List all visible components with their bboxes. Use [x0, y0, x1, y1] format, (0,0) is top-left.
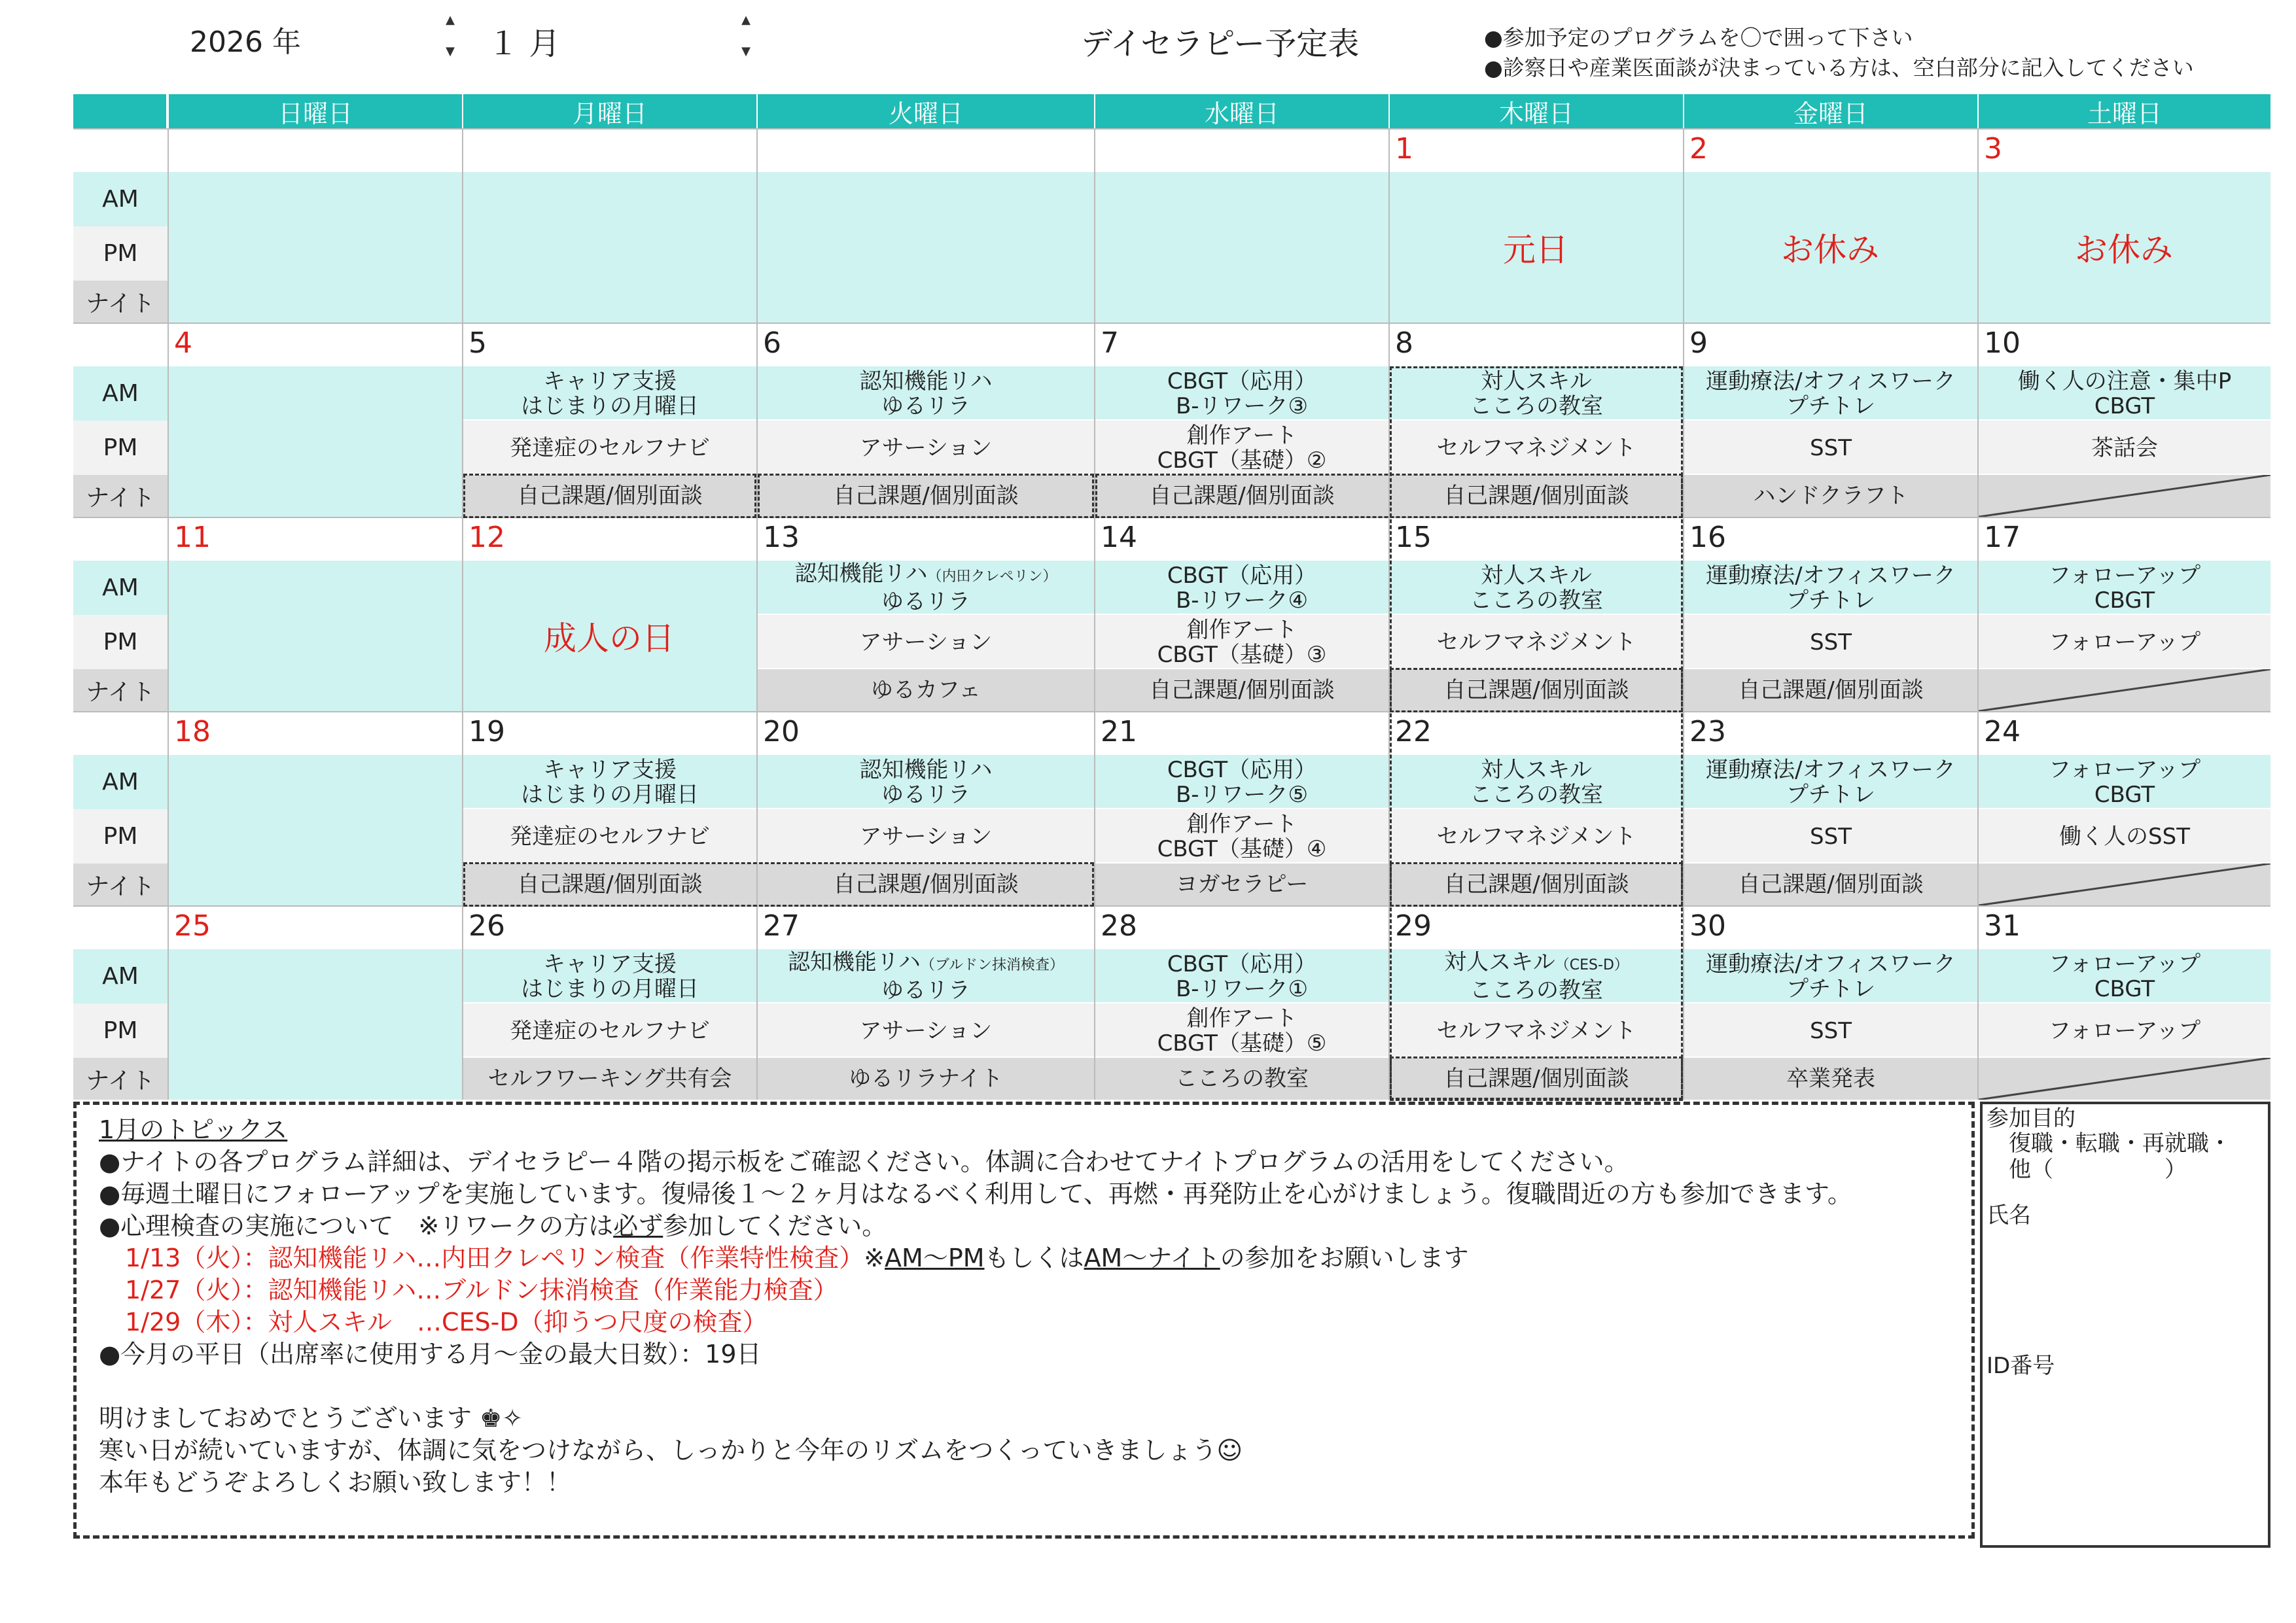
program-night[interactable] [1390, 669, 1683, 711]
slot-label-am: AM [73, 755, 168, 809]
day-cell-11 [169, 561, 462, 711]
program-note: （ブルドン抹消検査） [920, 957, 1065, 973]
sparkle-icon: ✧ [502, 1404, 523, 1433]
program-note: （CES-D） [1555, 957, 1629, 973]
purpose-options[interactable]: 復職・転職・再就職・ [2009, 1130, 2231, 1157]
day-number: 16 [1689, 521, 1726, 554]
program-am[interactable] [1684, 755, 1977, 809]
program-label: B-リワーク① [1175, 975, 1309, 1002]
program-pm[interactable] [1979, 615, 2270, 669]
program-pm[interactable] [1390, 421, 1683, 475]
weekday-header: 火曜日 [758, 94, 1094, 128]
program-label: 自己課題/個別面談 [1149, 483, 1335, 509]
program-pm[interactable] [1979, 421, 2270, 475]
program-label: アサーション [859, 434, 993, 461]
slot-label-pm: PM [73, 226, 168, 281]
program-night[interactable] [758, 475, 1094, 517]
day-number: 10 [1984, 326, 2021, 360]
topics-box [73, 1102, 1975, 1539]
program-night[interactable] [1095, 669, 1388, 711]
topic-text: 寒い日が続いていますが、体調に気をつけながら、しっかりと今年のリズムをつくっていきましょう [99, 1436, 1217, 1465]
column-divider [1977, 128, 1979, 1100]
program-label: こころの教室 [1470, 393, 1603, 419]
program-label: こころの教室 [1470, 781, 1603, 808]
program-am[interactable] [1095, 755, 1388, 809]
day-number: 12 [468, 521, 505, 554]
diagonal-line [1979, 864, 2270, 905]
program-label: 自己課題/個別面談 [517, 871, 703, 898]
program-am[interactable] [1684, 949, 1977, 1003]
column-divider [1094, 128, 1095, 1100]
program-pm[interactable] [463, 1003, 756, 1058]
topic-line: ●ナイトの各プログラム詳細は、デイセラピー４階の掲示板をご確認ください。体調に合わせてナイトプログラムの活用をしてください。 [99, 1147, 1629, 1176]
program-label: ゆるリラ [881, 393, 970, 419]
program-am[interactable] [758, 949, 1094, 1003]
day-number: 15 [1395, 521, 1432, 554]
day-number: 26 [468, 909, 505, 943]
year-up-icon[interactable]: ▲ [446, 12, 455, 27]
topic-text: 1/13（火）：認知機能リハ…内田クレペリン検査（作業特性検査） [125, 1244, 864, 1272]
slot-label-night: ナイト [73, 281, 168, 323]
program-night[interactable] [758, 864, 1094, 905]
program-label: プチトレ [1786, 781, 1875, 808]
program-night[interactable] [1684, 669, 1977, 711]
program-pm[interactable] [1095, 615, 1388, 669]
holiday-label: お休み [1781, 231, 1879, 269]
program-pm[interactable] [463, 421, 756, 475]
empty-day-cell [758, 172, 1094, 323]
day-number: 27 [763, 909, 800, 943]
day-number: 7 [1101, 326, 1119, 360]
day-number: 9 [1689, 326, 1708, 360]
program-label: プチトレ [1786, 587, 1875, 614]
program-label: セルフマネジメント [1436, 434, 1636, 461]
program-label: フォローアップ [2048, 1017, 2201, 1044]
diagonal-line [1979, 475, 2270, 517]
slot-label-am: AM [73, 949, 168, 1003]
program-label: 自己課題/個別面談 [833, 483, 1019, 509]
program-am[interactable] [463, 366, 756, 421]
topic-text: AM～PM [885, 1244, 985, 1272]
participant-form [1980, 1102, 2270, 1548]
topic-text: の参加をお願いします [1220, 1244, 1469, 1272]
program-pm[interactable] [758, 421, 1094, 475]
program-label: 対人スキル [1481, 756, 1592, 783]
program-label: ゆるリラ [881, 781, 970, 808]
program-label: 自己課題/個別面談 [1149, 677, 1335, 703]
header-note-1: ●参加予定のプログラムを〇で囲って下さい [1484, 25, 1913, 50]
weekday-header: 月曜日 [463, 94, 756, 128]
program-pm[interactable] [1390, 615, 1683, 669]
column-divider [462, 128, 463, 1100]
empty-day-cell [1095, 172, 1388, 323]
empty-day-cell [463, 172, 756, 323]
program-label: CBGT（応用） [1167, 562, 1317, 589]
column-divider [756, 128, 758, 1100]
day-cell-4 [169, 366, 462, 517]
day-number: 29 [1395, 909, 1432, 943]
program-label: プチトレ [1786, 393, 1875, 419]
week-divider [73, 711, 2270, 712]
program-label: フォローアップ [2048, 562, 2201, 589]
program-label: 対人スキル（CES-D） [1444, 949, 1629, 975]
program-label: 自己課題/個別面談 [1738, 677, 1924, 703]
calendar-grid [73, 94, 2270, 1099]
column-divider [1683, 128, 1684, 1100]
program-pm[interactable] [1095, 1003, 1388, 1058]
name-label: 氏名 [1987, 1202, 2031, 1229]
program-night[interactable] [758, 669, 1094, 711]
program-label: 運動療法/オフィスワーク [1706, 951, 1956, 977]
program-night[interactable] [1684, 1058, 1977, 1100]
slot-label-night: ナイト [73, 475, 168, 517]
topic-line: 1/29（木）：対人スキル …CES-D（抑うつ尺度の検査） [125, 1308, 768, 1336]
program-label: こころの教室 [1470, 977, 1603, 1003]
id-label: ID番号 [1987, 1353, 2055, 1379]
program-label: フォローアップ [2048, 756, 2201, 783]
program-label: CBGT（基礎）④ [1157, 835, 1327, 862]
topic-text: 必ず [613, 1212, 663, 1240]
program-am[interactable] [758, 366, 1094, 421]
program-label: 対人スキル [1481, 562, 1592, 589]
weekday-header: 土曜日 [1979, 94, 2270, 128]
day-number: 17 [1984, 521, 2021, 554]
day-number: 25 [174, 909, 211, 943]
program-label: ゆるリラ [881, 977, 970, 1003]
day-number: 11 [174, 521, 211, 554]
column-divider [1388, 128, 1390, 1100]
program-pm[interactable] [1684, 1003, 1977, 1058]
program-label: 卒業発表 [1786, 1066, 1875, 1092]
slot-label-pm: PM [73, 421, 168, 475]
slot-label-pm: PM [73, 1003, 168, 1058]
program-label: キャリア支援 [543, 368, 677, 394]
program-pm[interactable] [1095, 809, 1388, 864]
program-night[interactable] [463, 1058, 756, 1100]
slot-label-night: ナイト [73, 1058, 168, 1100]
program-label: CBGT（応用） [1167, 368, 1317, 394]
day-number: 4 [174, 326, 192, 360]
program-label: SST [1810, 434, 1852, 461]
program-pm[interactable] [1684, 421, 1977, 475]
program-label: ゆるカフェ [870, 677, 981, 703]
slot-label-night: ナイト [73, 864, 168, 905]
holiday-label: お休み [2075, 231, 2173, 269]
program-am[interactable] [1095, 366, 1388, 421]
day-number: 19 [468, 715, 505, 748]
purpose-label: 参加目的 [1987, 1106, 2075, 1132]
program-am[interactable] [1390, 755, 1683, 809]
page-title: デイセラピー予定表 [1081, 26, 1360, 62]
program-label: 創作アート [1186, 616, 1298, 643]
program-am[interactable] [463, 949, 756, 1003]
program-label: 発達症のセルフナビ [510, 434, 710, 461]
program-night[interactable] [1684, 864, 1977, 905]
week-divider [73, 517, 2270, 518]
program-label: こころの教室 [1470, 587, 1603, 614]
program-pm[interactable] [1979, 809, 2270, 864]
program-night[interactable] [463, 864, 756, 905]
slot-label-am: AM [73, 172, 168, 226]
column-divider [168, 128, 169, 1100]
program-label: CBGT [2094, 975, 2155, 1002]
program-label: 自己課題/個別面談 [517, 483, 703, 509]
program-label: SST [1810, 823, 1852, 850]
program-label: ゆるリラ [881, 589, 970, 615]
diagonal-line [1979, 669, 2270, 711]
program-label: 創作アート [1186, 422, 1298, 449]
topic-line [99, 1435, 1852, 1467]
day-number: 5 [468, 326, 487, 360]
program-label: 発達症のセルフナビ [510, 823, 710, 850]
program-label: 創作アート [1186, 1005, 1298, 1032]
diagonal-line [1979, 1058, 2270, 1100]
program-label: CBGT [2094, 587, 2155, 614]
program-label: CBGT（基礎）⑤ [1157, 1030, 1327, 1056]
program-pm[interactable] [1390, 809, 1683, 864]
program-am[interactable] [1095, 949, 1388, 1003]
day-cell-25 [169, 949, 462, 1100]
day-number: 18 [174, 715, 211, 748]
program-label: はじまりの月曜日 [521, 975, 699, 1002]
program-am[interactable] [1390, 366, 1683, 421]
topic-line: 本年もどうぞよろしくお願い致します！！ [99, 1468, 572, 1497]
weekday-header: 金曜日 [1684, 94, 1977, 128]
day-cell-18 [169, 755, 462, 905]
topic-line: ●今月の平日（出席率に使用する月～金の最大日数）：19日 [99, 1340, 762, 1369]
program-label: 認知機能リハ（内田クレペリン） [794, 561, 1057, 587]
program-label: 運動療法/オフィスワーク [1706, 562, 1956, 589]
crown-icon: ♚ [480, 1404, 503, 1433]
topic-text: ●心理検査の実施について ※リワークの方は [99, 1212, 614, 1240]
program-label: 働く人のSST [2059, 823, 2190, 850]
program-label: フォローアップ [2048, 951, 2201, 977]
day-number: 6 [763, 326, 781, 360]
program-night[interactable] [1684, 475, 1977, 517]
program-pm[interactable] [758, 615, 1094, 669]
program-label: B-リワーク④ [1175, 587, 1309, 614]
program-am[interactable] [1979, 949, 2270, 1003]
program-am[interactable] [758, 755, 1094, 809]
program-am[interactable] [1979, 561, 2270, 615]
year-down-icon[interactable]: ▼ [446, 44, 455, 58]
program-label: CBGT（基礎）② [1157, 447, 1327, 474]
program-pm[interactable] [758, 809, 1094, 864]
program-label: 自己課題/個別面談 [1443, 871, 1629, 898]
program-am[interactable] [1095, 561, 1388, 615]
topic-text: ※ [864, 1244, 885, 1272]
diagonal-slash [1979, 475, 2270, 517]
program-label: 認知機能リハ（ブルドン抹消検査） [787, 949, 1065, 975]
program-label: 運動療法/オフィスワーク [1706, 368, 1956, 394]
program-am[interactable] [1979, 366, 2270, 421]
program-label: B-リワーク⑤ [1175, 781, 1309, 808]
program-note: （内田クレペリン） [927, 568, 1057, 585]
topic-line: 1/27（火）：認知機能リハ…ブルドン抹消検査（作業能力検査） [125, 1276, 838, 1304]
year-field[interactable]: 2026 年 [190, 26, 301, 59]
program-label: セルフマネジメント [1436, 823, 1636, 850]
program-label: B-リワーク③ [1175, 393, 1309, 419]
empty-day-cell [169, 172, 462, 323]
slot-label-am: AM [73, 366, 168, 421]
program-am[interactable] [1979, 755, 2270, 809]
program-label: 自己課題/個別面談 [1443, 677, 1629, 703]
program-label: プチトレ [1786, 975, 1875, 1002]
program-label: 運動療法/オフィスワーク [1706, 756, 1956, 783]
diagonal-slash [1979, 1058, 2270, 1100]
program-label: ハンドクラフト [1753, 483, 1909, 509]
weekday-header: 水曜日 [1095, 94, 1388, 128]
topic-line [99, 1210, 1852, 1242]
day-number: 13 [763, 521, 800, 554]
program-label: 創作アート [1186, 811, 1298, 837]
topic-line: ●毎週土曜日にフォローアップを実施しています。復帰後１～２ヶ月はなるべく利用して、再燃・再発防止を心がけましょう。復職間近の方も参加できます。 [99, 1179, 1852, 1208]
topic-text: 明けましておめでとうございます [99, 1404, 472, 1433]
day-number: 8 [1395, 326, 1413, 360]
program-pm[interactable] [1095, 421, 1388, 475]
program-night[interactable] [758, 1058, 1094, 1100]
topic-text: もしくは [984, 1244, 1084, 1272]
program-pm[interactable] [1979, 1003, 2270, 1058]
day-number: 21 [1101, 715, 1137, 748]
day-number: 2 [1689, 132, 1708, 166]
diagonal-slash [1979, 669, 2270, 711]
program-label: 働く人の注意・集中P [2017, 368, 2232, 394]
program-label: 認知機能リハ [859, 756, 993, 783]
program-label: CBGT [2094, 393, 2155, 419]
program-label: 発達症のセルフナビ [510, 1017, 710, 1044]
program-label: 茶話会 [2091, 434, 2158, 461]
year-spinner[interactable] [440, 5, 461, 67]
topic-text: AM～ナイト [1084, 1244, 1220, 1272]
month-field[interactable]: １ 月 [487, 26, 561, 62]
slot-label-pm: PM [73, 615, 168, 669]
program-label: 対人スキル [1481, 368, 1592, 394]
topic-text: 参加してください。 [663, 1212, 887, 1240]
month-spinner[interactable] [735, 5, 756, 67]
program-label: はじまりの月曜日 [521, 393, 699, 419]
program-pm[interactable] [1684, 615, 1977, 669]
weekday-header: 日曜日 [169, 94, 462, 128]
program-label: 自己課題/個別面談 [833, 871, 1019, 898]
program-am[interactable] [463, 755, 756, 809]
program-night[interactable] [1095, 864, 1388, 905]
weekday-header: 木曜日 [1390, 94, 1683, 128]
weekday-header-corner [73, 94, 166, 128]
program-label: アサーション [859, 823, 993, 850]
slot-label-pm: PM [73, 809, 168, 864]
day-number: 24 [1984, 715, 2021, 748]
program-label: アサーション [859, 1017, 993, 1044]
program-label: セルフワーキング共有会 [487, 1066, 732, 1092]
program-pm[interactable] [1390, 1003, 1683, 1058]
day-number: 28 [1101, 909, 1137, 943]
program-night[interactable] [1390, 475, 1683, 517]
program-label: セルフマネジメント [1436, 629, 1636, 655]
program-label: 自己課題/個別面談 [1443, 1066, 1629, 1092]
program-am[interactable] [1684, 561, 1977, 615]
slot-label-night: ナイト [73, 669, 168, 711]
program-label: ヨガセラピー [1175, 871, 1309, 898]
program-label: こころの教室 [1175, 1066, 1309, 1092]
slot-label-am: AM [73, 561, 168, 615]
day-number: 14 [1101, 521, 1137, 554]
program-night[interactable] [1095, 1058, 1388, 1100]
week-divider [73, 323, 2270, 324]
program-label: CBGT [2094, 781, 2155, 808]
week-divider [73, 905, 2270, 907]
program-label: ゆるリラナイト [849, 1066, 1003, 1092]
program-night[interactable] [1095, 475, 1388, 517]
program-am[interactable] [1390, 949, 1683, 1003]
day-number: 3 [1984, 132, 2002, 166]
day-number: 1 [1395, 132, 1413, 166]
program-am[interactable] [1684, 366, 1977, 421]
day-number: 23 [1689, 715, 1726, 748]
topic-line [99, 1242, 1852, 1274]
program-label: SST [1810, 1017, 1852, 1044]
program-label: セルフマネジメント [1436, 1017, 1636, 1044]
smile-icon: ☺ [1216, 1436, 1243, 1465]
program-label: CBGT（応用） [1167, 951, 1317, 977]
program-label: 自己課題/個別面談 [1443, 483, 1629, 509]
header-note-2: ●診察日や産業医面談が決まっている方は、空白部分に記入してください [1484, 55, 2194, 80]
diagonal-slash [1979, 864, 2270, 905]
program-night[interactable] [1390, 1058, 1683, 1100]
month-up-icon[interactable]: ▲ [741, 12, 751, 27]
program-label: 認知機能リハ [859, 368, 993, 394]
program-label: キャリア支援 [543, 756, 677, 783]
program-label: CBGT（応用） [1167, 756, 1317, 783]
day-number: 20 [763, 715, 800, 748]
program-night[interactable] [1390, 864, 1683, 905]
program-am[interactable] [1390, 561, 1683, 615]
program-label: SST [1810, 629, 1852, 655]
program-pm[interactable] [463, 809, 756, 864]
holiday-label: 成人の日 [544, 620, 675, 657]
program-pm[interactable] [758, 1003, 1094, 1058]
program-pm[interactable] [1684, 809, 1977, 864]
month-down-icon[interactable]: ▼ [741, 44, 751, 58]
topics-heading: 1月のトピックス [99, 1115, 288, 1144]
purpose-other[interactable]: 他（ ） [2009, 1157, 2187, 1183]
program-label: キャリア支援 [543, 951, 677, 977]
day-number: 31 [1984, 909, 2021, 943]
program-am[interactable] [758, 561, 1094, 615]
program-night[interactable] [463, 475, 756, 517]
day-number: 30 [1689, 909, 1726, 943]
day-number: 22 [1395, 715, 1432, 748]
program-label: 自己課題/個別面談 [1738, 871, 1924, 898]
program-label: CBGT（基礎）③ [1157, 641, 1327, 668]
program-label: フォローアップ [2048, 629, 2201, 655]
program-label: アサーション [859, 629, 993, 655]
week-divider [73, 128, 2270, 130]
holiday-label: 元日 [1503, 231, 1568, 269]
topic-line [99, 1403, 1852, 1435]
program-label: はじまりの月曜日 [521, 781, 699, 808]
